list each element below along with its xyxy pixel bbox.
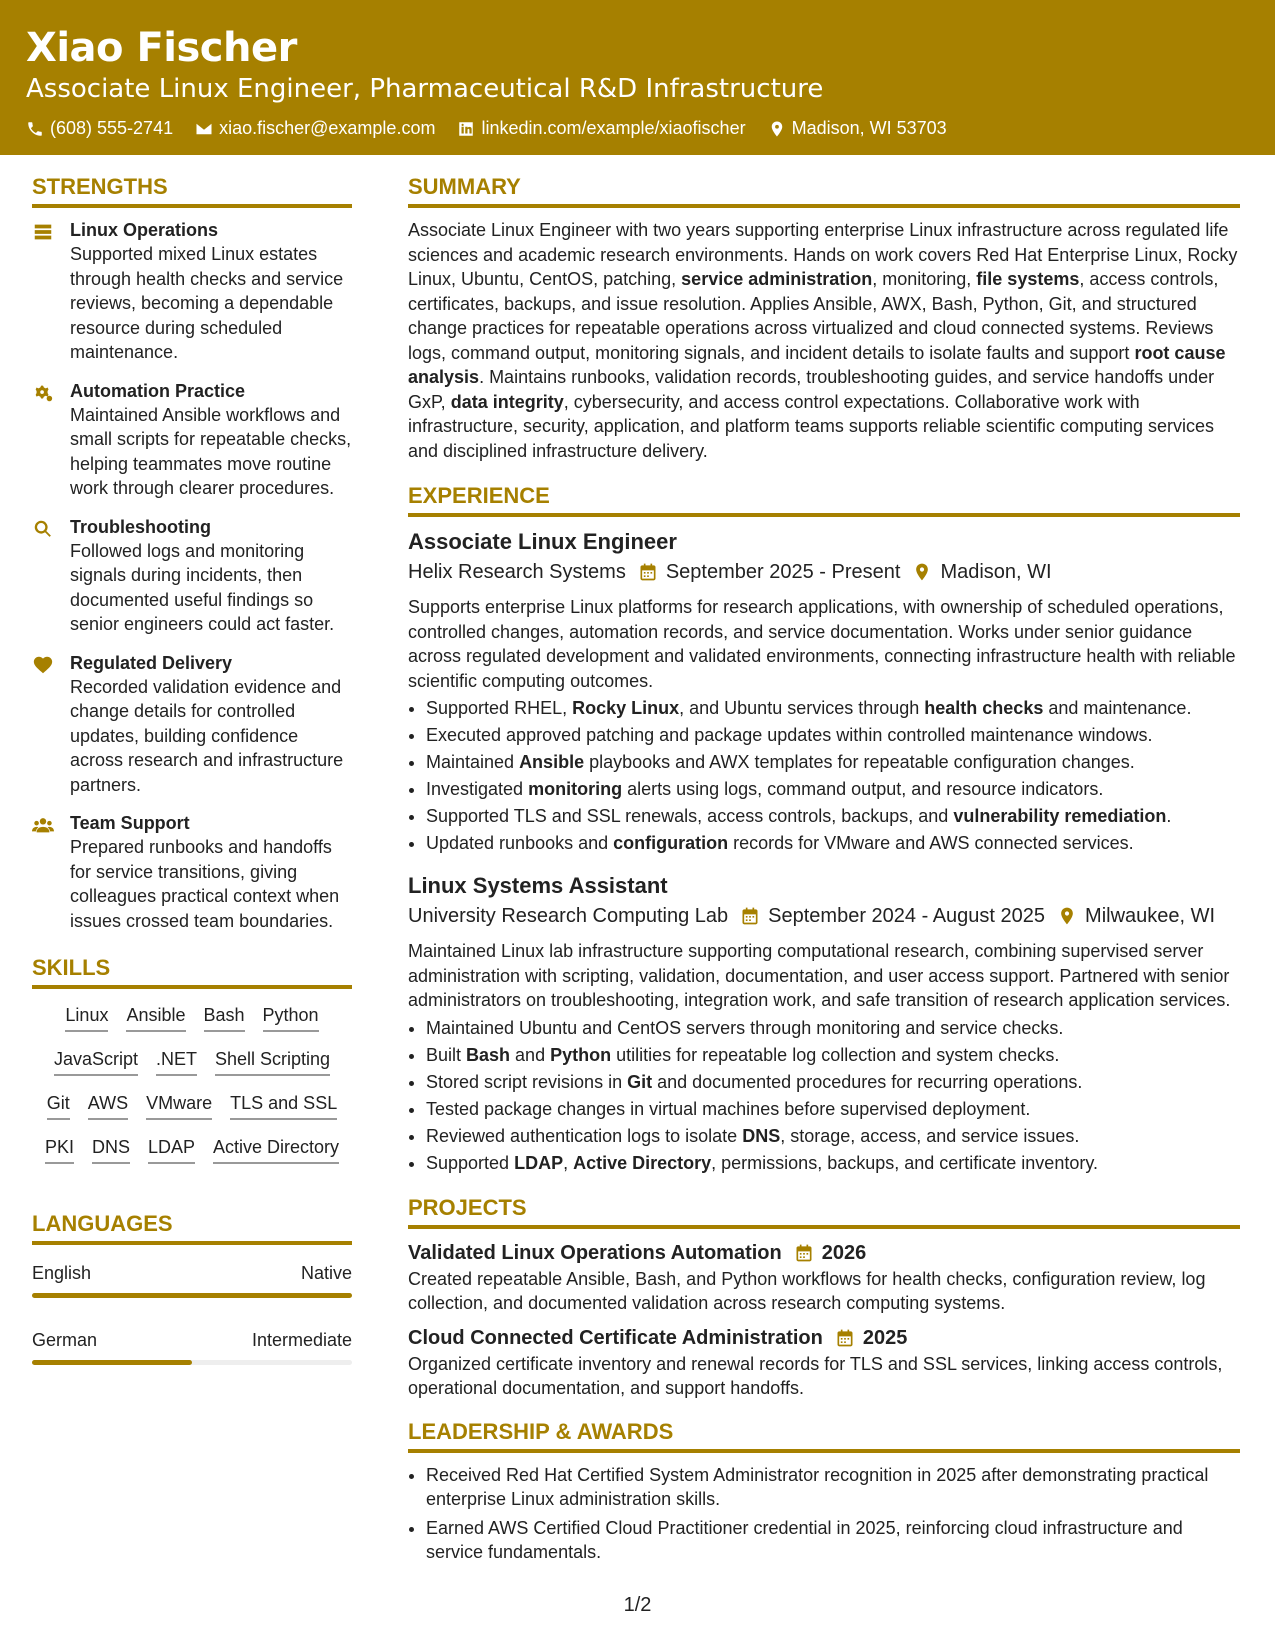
skill-tag: Python: [263, 1003, 319, 1032]
job-location: Madison, WI: [940, 561, 1052, 583]
language-proficiency-fill: [32, 1360, 192, 1365]
job-meta: [408, 901, 1240, 931]
candidate-name: Xiao Fischer: [26, 25, 297, 71]
award-bullet: • Received Red Hat Certified System Administrator recognition in 2025 after demonstrating practical enterprise Linux administration skills.: [426, 1463, 1240, 1512]
skill-tag: TLS and SSL: [230, 1091, 337, 1120]
leadership-heading: LEADERSHIP & AWARDS: [408, 1415, 1240, 1453]
skill-tag: Active Directory: [213, 1135, 339, 1164]
strength-desc: Maintained Ansible workflows and small scripts for repeatable checks, helping teammates move routine work through clearer procedures.: [70, 404, 352, 498]
language-name: English: [32, 1263, 92, 1283]
job-entry: [408, 871, 1240, 1177]
strength-title: Team Support: [70, 813, 190, 833]
language-item: [32, 1328, 352, 1365]
language-item: [32, 1261, 352, 1298]
location-text: Madison, WI 53703: [791, 118, 947, 138]
page-number: 1/2: [623, 1594, 652, 1616]
job-company: University Research Computing Lab: [408, 905, 729, 927]
contact-phone[interactable]: [26, 118, 173, 139]
strength-item: [32, 515, 352, 637]
linkedin-text: linkedin.com/example/xiaofischer: [481, 118, 746, 138]
strengths-heading: STRENGTHS: [32, 170, 352, 208]
projects-list: [408, 1239, 1240, 1401]
resume-header: [0, 0, 1275, 155]
job-bullet: • Investigated monitoring alerts using logs, command output, and resource indicators.: [426, 776, 1240, 803]
job-description: Maintained Linux lab infrastructure supporting computational research, combining supervised server administration with scripting, validation, documentation, and user access support. Partnered with senior administrators on troubleshooting, integration work, and safe transition of research application services.: [408, 941, 1231, 1010]
project-title: Cloud Connected Certificate Administration: [408, 1326, 823, 1349]
candidate-role: Associate Linux Engineer, Pharmaceutical R&D Infrastructure: [26, 74, 824, 104]
gears-icon: [32, 379, 70, 501]
job-description: Supports enterprise Linux platforms for research applications, with ownership of scheduled operations, controlled changes, automation records, and service documentation. Works under senior guidance across regulated development and validated environments, connecting infrastructure health with reliable scientific computing outcomes.: [408, 597, 1236, 691]
strength-item: [32, 811, 352, 933]
skill-tag: Ansible: [126, 1003, 185, 1032]
job-bullets: [408, 1015, 1240, 1177]
job-title: Associate Linux Engineer: [408, 529, 677, 554]
job-bullet: • Reviewed authentication logs to isolate DNS, storage, access, and service issues.: [426, 1123, 1240, 1150]
skill-tag: Shell Scripting: [215, 1047, 330, 1076]
job-title: Linux Systems Assistant: [408, 873, 668, 898]
job-bullet: • Executed approved patching and package updates within controlled maintenance windows.: [426, 722, 1240, 749]
project-entry: [408, 1324, 1240, 1401]
calendar-icon: [835, 1328, 855, 1348]
job-bullet: • Built Bash and Python utilities for repeatable log collection and system checks.: [426, 1042, 1240, 1069]
users-icon: [32, 811, 70, 933]
job-bullet: • Maintained Ansible playbooks and AWX templates for repeatable configuration changes.: [426, 749, 1240, 776]
right-column: [408, 170, 1240, 1579]
map-pin-icon: [1057, 906, 1077, 926]
language-name: German: [32, 1330, 98, 1350]
job-bullet: • Supported TLS and SSL renewals, access controls, backups, and vulnerability remediation.: [426, 803, 1240, 830]
job-location: Milwaukee, WI: [1085, 905, 1216, 927]
skill-tag: JavaScript: [54, 1047, 138, 1076]
languages-list: [32, 1261, 352, 1365]
job-bullet: • Maintained Ubuntu and CentOS servers through monitoring and service checks.: [426, 1015, 1240, 1042]
envelope-icon: [195, 120, 213, 138]
strength-desc: Recorded validation evidence and change details for controlled updates, building confidence across research and infrastructure partners.: [70, 676, 344, 795]
leadership-list: [408, 1463, 1240, 1565]
project-year: 2026: [821, 1241, 867, 1264]
job-bullet: • Tested package changes in virtual machines before supervised deployment.: [426, 1096, 1240, 1123]
experience-heading: EXPERIENCE: [408, 479, 1240, 517]
skill-tag: VMware: [146, 1091, 212, 1120]
job-bullet: • Updated runbooks and configuration records for VMware and AWS connected services.: [426, 830, 1240, 857]
contact-location: [768, 118, 947, 139]
calendar-icon: [740, 906, 760, 926]
skills-list: [32, 999, 352, 1183]
skill-tag: Linux: [65, 1003, 108, 1032]
strength-desc: Prepared runbooks and handoffs for service transitions, giving colleagues practical context when issues crossed team boundaries.: [70, 837, 340, 931]
strength-item: [32, 379, 352, 501]
search-icon: [32, 515, 70, 637]
contact-email[interactable]: [195, 118, 435, 139]
projects-heading: PROJECTS: [408, 1191, 1240, 1229]
strength-item: [32, 651, 352, 798]
contact-bar: [26, 118, 1249, 139]
strength-desc: Followed logs and monitoring signals during incidents, then documented useful findings so senior engineers could act faster.: [70, 540, 335, 634]
phone-text: (608) 555-2741: [50, 118, 174, 138]
summary-heading: SUMMARY: [408, 170, 1240, 208]
strength-title: Linux Operations: [70, 220, 219, 240]
calendar-icon: [638, 562, 658, 582]
job-company: Helix Research Systems: [408, 561, 626, 583]
language-level: Native: [300, 1263, 352, 1283]
skill-tag: AWS: [88, 1091, 128, 1120]
project-description: Organized certificate inventory and renewal records for TLS and SSL services, linking access controls, operational documentation, and support handoffs.: [408, 1353, 1223, 1398]
language-level: Intermediate: [251, 1330, 352, 1350]
job-entry: [408, 527, 1240, 857]
left-column: [32, 170, 352, 1395]
job-dates: September 2024 - August 2025: [768, 905, 1046, 927]
languages-heading: LANGUAGES: [32, 1207, 352, 1245]
contact-linkedin[interactable]: [457, 118, 745, 139]
skill-tag: .NET: [156, 1047, 197, 1076]
project-entry: [408, 1239, 1240, 1316]
skill-tag: LDAP: [148, 1135, 195, 1164]
project-description: Created repeatable Ansible, Bash, and Python workflows for health checks, configuration review, log collection, and documented validation across research computing systems.: [408, 1268, 1206, 1313]
job-dates: September 2025 - Present: [665, 561, 901, 583]
calendar-icon: [794, 1243, 814, 1263]
experience-list: [408, 527, 1240, 1177]
job-bullets: [408, 695, 1240, 857]
job-meta: [408, 557, 1240, 587]
skill-tag: Bash: [204, 1003, 245, 1032]
skill-tag: Git: [47, 1091, 70, 1120]
job-bullet: • Stored script revisions in Git and documented procedures for recurring operations.: [426, 1069, 1240, 1096]
linkedin-icon: [457, 120, 475, 138]
project-year: 2025: [862, 1326, 908, 1349]
project-title: Validated Linux Operations Automation: [408, 1241, 782, 1264]
job-bullet: • Supported LDAP, Active Directory, permissions, backups, and certificate inventory.: [426, 1150, 1240, 1177]
language-proficiency-fill: [32, 1293, 352, 1298]
job-bullet: • Supported RHEL, Rocky Linux, and Ubuntu services through health checks and maintenance.: [426, 695, 1240, 722]
language-proficiency-bar: [32, 1293, 352, 1298]
strength-item: [32, 218, 352, 365]
strength-title: Troubleshooting: [70, 516, 211, 537]
summary-text: Associate Linux Engineer with two years supporting enterprise Linux infrastructure across regulated life sciences and academic research environments. Hands on work covers Red Hat Enterprise Linux, Rocky Linux, Ubuntu, CentOS, patching, service administration, monitoring, file systems, access controls, certificates, backups, and issue resolution. Applies Ansible, AWX, Bash, Python, Git, and structured change practices for repeatable operations across virtualized and cloud connected systems. Reviews logs, command output, monitoring signals, and incident details to isolate faults and support root cause analysis. Maintains runbooks, validation records, troubleshooting guides, and service handoffs under GxP, data integrity, cybersecurity, and access control expectations. Collaborative work with infrastructure, security, application, and platform teams supports reliable scientific computing services and disciplined infrastructure delivery.: [408, 220, 1238, 461]
heart-icon: [32, 651, 70, 798]
map-pin-icon: [768, 120, 786, 138]
strength-desc: Supported mixed Linux estates through health checks and service reviews, becoming a dependable resource during scheduled maintenance.: [70, 244, 344, 362]
strengths-list: [32, 218, 352, 933]
award-bullet: • Earned AWS Certified Cloud Practitioner credential in 2025, reinforcing cloud infrastructure and service fundamentals.: [426, 1516, 1240, 1565]
phone-icon: [26, 120, 44, 138]
language-proficiency-bar: [32, 1360, 352, 1365]
map-pin-icon: [912, 562, 932, 582]
strength-title: Regulated Delivery: [70, 652, 233, 673]
strength-title: Automation Practice: [70, 380, 246, 401]
email-text: xiao.fischer@example.com: [219, 118, 436, 138]
server-icon: [32, 218, 70, 365]
skill-tag: PKI: [45, 1135, 74, 1164]
skill-tag: DNS: [92, 1135, 130, 1164]
skills-heading: SKILLS: [32, 951, 352, 989]
